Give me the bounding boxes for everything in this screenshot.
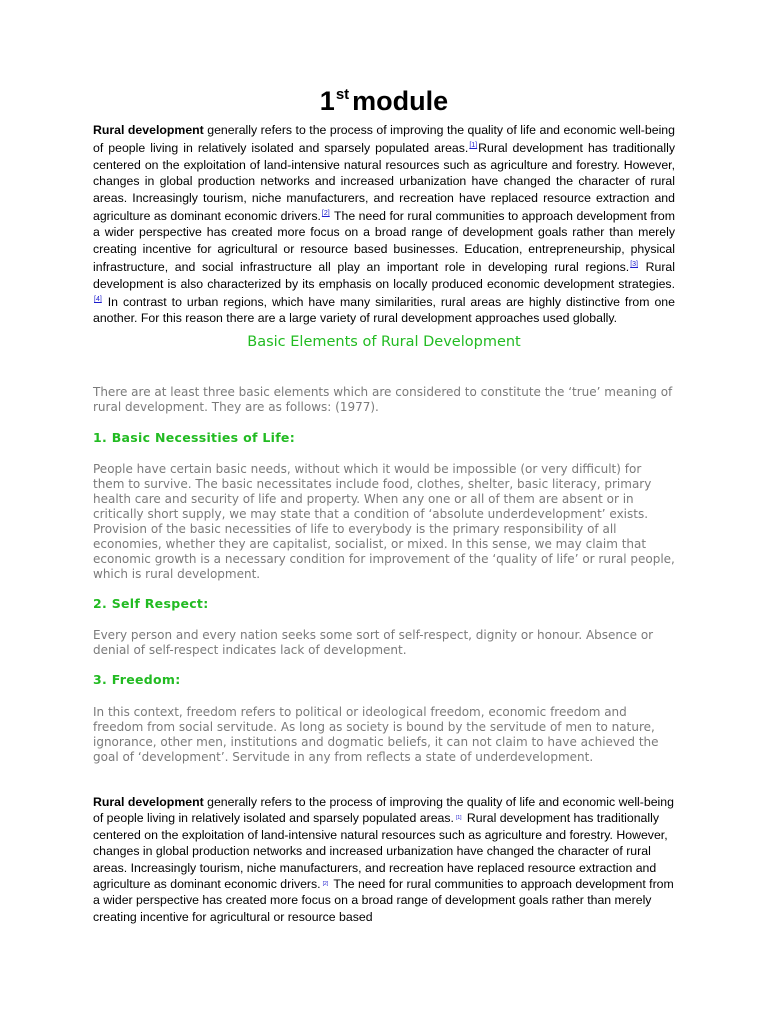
citation-link-repeat-1[interactable]: [1] [455, 815, 462, 822]
title-superscript: st [335, 86, 350, 103]
item-heading-freedom: 3. Freedom: [93, 672, 181, 687]
item-heading-self-respect: 2. Self Respect: [93, 596, 209, 611]
intro-lead: Rural development [93, 123, 204, 137]
section-heading: Basic Elements of Rural Development [247, 334, 521, 350]
citation-link-4[interactable]: [4] [94, 296, 102, 304]
citation-link-2[interactable]: [2] [321, 210, 330, 218]
intro-paragraph: Rural development generally refers to the process of improving the quality of life and economic well-being of people living in relatively isolated and sparsely populated areas.[1]Rural development has traditionally centered on the exploitation of land-intensive natural resources such as agriculture and forestry. However, changes in global production networks and increased urbanization have changed the character of rural areas. Increasingly tourism, niche manufacturers, and recreation have replaced resource extraction and agriculture as dominant economic drivers.[2] The need for rural communities to approach development from a wider perspective has created more focus on a broad range of development goals rather than merely creating incentive for agricultural or resource based businesses. Education, entrepreneurship, physical infrastructure, and social infrastructure all play an important role in developing rural regions.[3] Rural development is also characterized by its emphasis on locally produced economic development strategies.[4] In contrast to urban regions, which have many similarities, rural areas are highly distinctive from one another. For this reason there are a large variety of rural development approaches used globally. [93, 123, 676, 326]
citation-link-repeat-2[interactable]: [2] [322, 881, 329, 888]
page-title: 1st module [319, 86, 449, 116]
item-body-basic-necessities: People have certain basic needs, without which it would be impossible (or very difficult) for them to survive. The basic necessitates include food, clothes, shelter, basic literacy, primary health care and security of life and property. When any one or all of them are absent or in critically short supply, we may state that a condition of ‘absolute underdevelopment’ exists. Provision of the basic necessities of life to everybody is the primary responsibility of all economies, whether they are capitalist, socialist, or mixed. In this sense, we may claim that economic growth is a necessary condition for improvement of the ‘quality of life’ or rural people, which is rural development. [93, 462, 675, 581]
item-body-self-respect: Every person and every nation seeks some sort of self-respect, dignity or honour. Absence or denial of self-respect indicates lack of development. [93, 628, 654, 657]
item-heading-basic-necessities: 1. Basic Necessities of Life: [93, 430, 296, 445]
repeat-lead: Rural development [93, 795, 204, 809]
section-intro-paragraph: There are at least three basic elements which are considered to constitute the ‘true’ meaning of rural development. They are as follows: (1977). [93, 385, 673, 414]
item-body-freedom: In this context, freedom refers to political or ideological freedom, economic freedom and freedom from social servitude. As long as society is bound by the servitude of men to nature, ignorance, other men, institutions and dogmatic beliefs, it can not claim to have achieved the goal of ‘development’. Servitude in any from reflects a state of underdevelopment. [93, 705, 659, 764]
citation-link-1[interactable]: [1] [469, 142, 478, 150]
citation-link-3[interactable]: [3] [630, 261, 638, 269]
repeat-paragraph: Rural development generally refers to the process of improving the quality of life and economic well-being of people living in relatively isolated and sparsely populated areas. [1] Rural development has traditionally centered on the exploitation of land-intensive natural resources such as agriculture and forestry. However, changes in global production networks and increased urbanization have changed the character of rural areas. Increasingly tourism, niche manufacturers, and recreation have replaced resource extraction and agriculture as dominant economic drivers. [2] The need for rural communities to approach development from a wider perspective has created more focus on a broad range of development goals rather than merely creating incentive for agricultural or resource based [93, 795, 674, 924]
